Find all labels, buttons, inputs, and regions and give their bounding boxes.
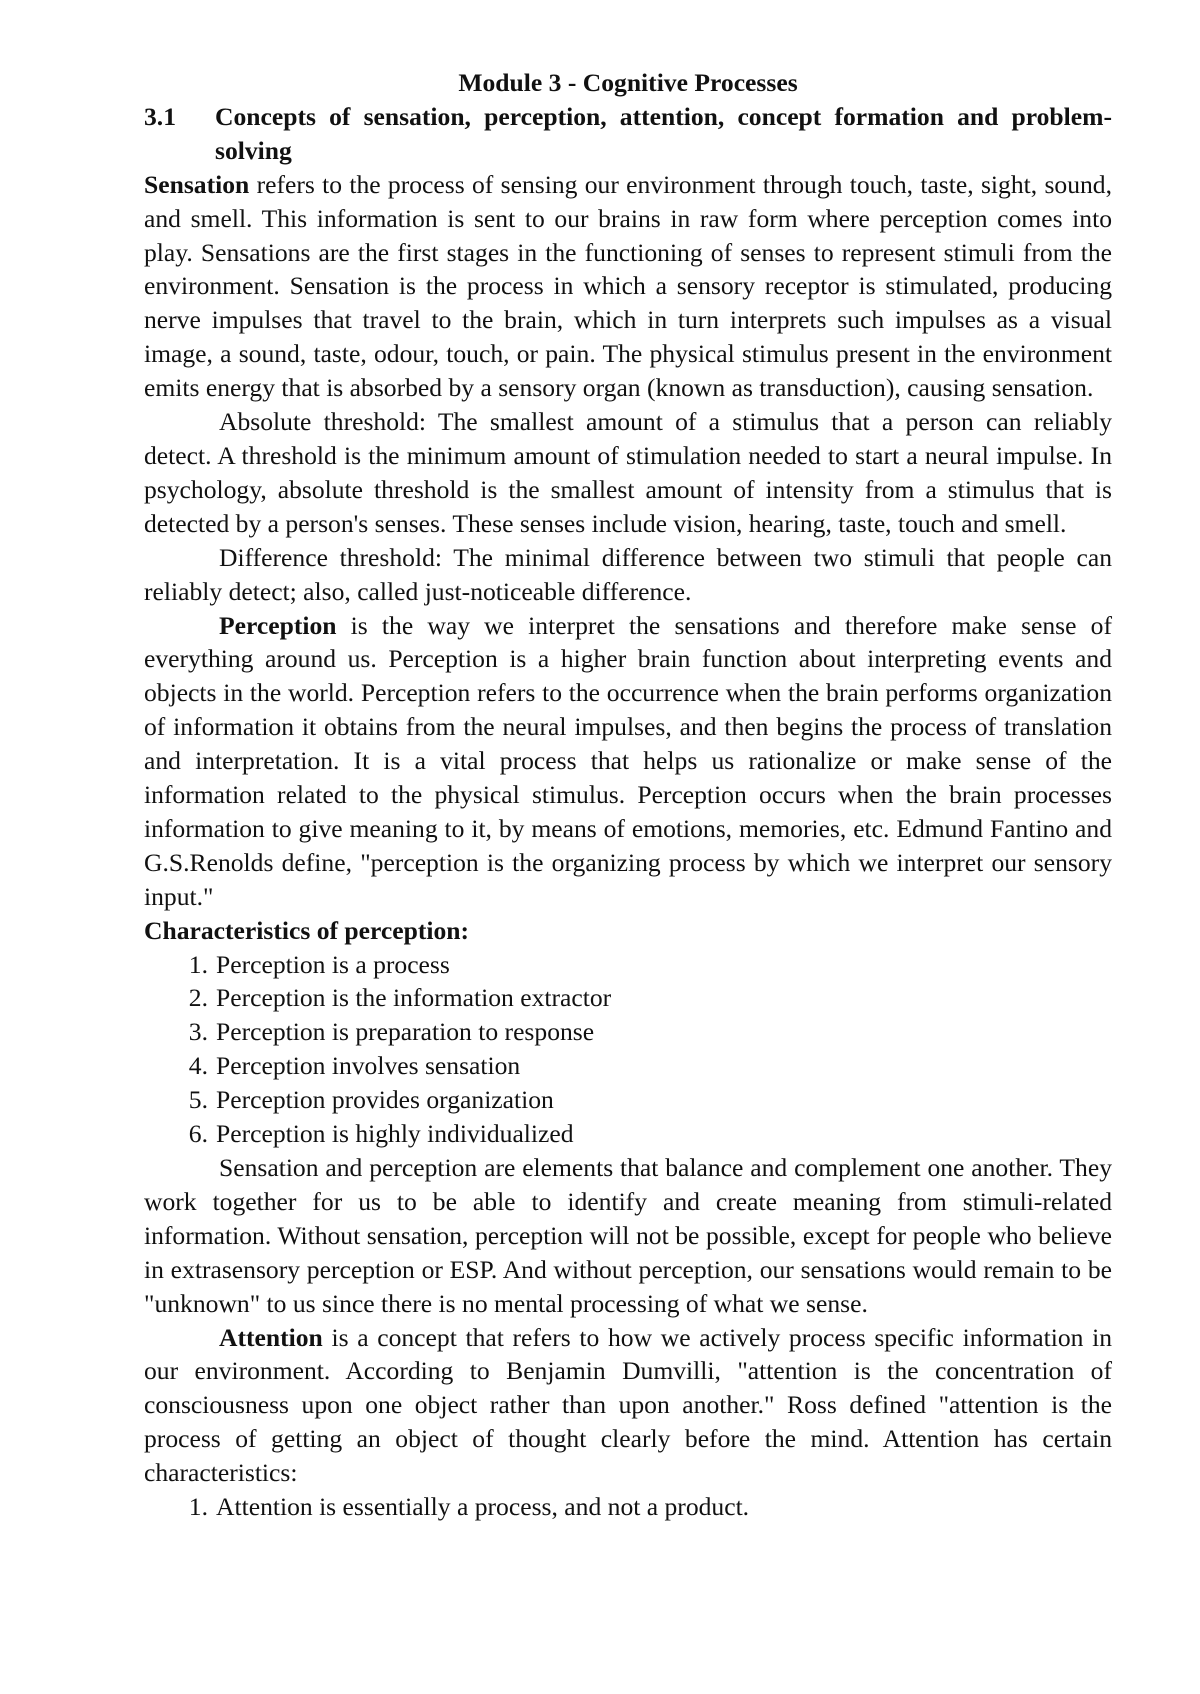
characteristics-list (144, 948, 1112, 1151)
attention-term: Attention (219, 1322, 323, 1352)
list-item (144, 1049, 1112, 1083)
module-title: Module 3 - Cognitive Processes (458, 68, 798, 97)
list-item-text: Perception involves sensation (216, 1051, 521, 1081)
list-item (144, 1015, 1112, 1049)
list-item-number: 4. (188, 1051, 208, 1081)
absolute-threshold-paragraph: Absolute threshold: The smallest amount of a stimulus that a person can reliably detect. A threshold is the minimum amount of stimulation needed to start a neural impulse. In psychology, absolute threshold is the smallest amount of intensity from a stimulus that is detected by a person's senses. These senses include vision, hearing, taste, touch and smell. (144, 407, 1112, 538)
sensation-term: Sensation (144, 169, 250, 199)
sensation-paragraph (144, 168, 1112, 405)
list-item-number: 3. (188, 1017, 208, 1047)
document-page (144, 66, 1112, 1524)
perception-paragraph (144, 609, 1112, 914)
section-title: Concepts of sensation, perception, attention, concept formation and problem-solving (215, 101, 1112, 165)
attention-characteristics-list (144, 1490, 1112, 1524)
perception-text: is the way we interpret the sensations and therefore make sense of everything around us. Perception is a higher brain function about interpreting events and objects in the world. Perception refers to the occurrence when the brain performs organization of information it obtains from the neural impulses, and then begins the process of translation and interpretation. It is a vital process that helps us rationalize or make sense of the information related to the physical stimulus. Perception occurs when the brain processes information to give meaning to it, by means of emotions, memories, etc. Edmund Fantino and G.S.Renolds define, "perception is the organizing process by which we interpret our sensory input." (144, 610, 1112, 911)
list-item-text: Attention is essentially a process, and not a product. (216, 1492, 750, 1522)
list-item-number: 1. (188, 949, 208, 979)
list-item-text: Perception is preparation to response (216, 1017, 595, 1047)
difference-threshold-paragraph: Difference threshold: The minimal difference between two stimuli that people can reliably detect; also, called just-noticeable difference. (144, 542, 1112, 606)
list-item-number: 6. (188, 1119, 208, 1149)
section-heading (144, 100, 1112, 168)
perception-term: Perception (219, 610, 337, 640)
section-number: 3.1 (144, 101, 176, 131)
list-item-text: Perception is highly individualized (216, 1119, 574, 1149)
list-item (144, 948, 1112, 982)
list-item (144, 1117, 1112, 1151)
list-item-number: 1. (188, 1492, 208, 1522)
sensation-text: refers to the process of sensing our environment through touch, taste, sight, sound, and smell. This information is sent to our brains in raw form where perception comes into play. Sensations are the first stages in the functioning of senses to represent stimuli from the environment. Sensation is the process in which a sensory receptor is stimulated, producing nerve impulses that travel to the brain, which in turn interprets such impulses as a visual image, a sound, taste, odour, touch, or pain. The physical stimulus present in the environment emits energy that is absorbed by a sensory organ (known as transduction), causing sensation. (144, 169, 1112, 403)
attention-text: is a concept that refers to how we actively process specific information in our environment. According to Benjamin Dumvilli, "attention is the concentration of consciousness upon one object rather than upon another." Ross defined "attention is the process of getting an object of thought clearly before the mind. Attention has certain characteristics: (144, 1322, 1112, 1488)
sensation-and-perception-paragraph: Sensation and perception are elements that balance and complement one another. They work together for us to be able to identify and create meaning from stimuli-related information. Without sensation, perception will not be possible, except for people who believe in extrasensory perception or ESP. And without perception, our sensations would remain to be "unknown" to us since there is no mental processing of what we sense. (144, 1153, 1112, 1318)
list-item (144, 1490, 1112, 1524)
list-item-text: Perception provides organization (216, 1085, 554, 1115)
list-item (144, 1083, 1112, 1117)
list-item-number: 2. (188, 983, 208, 1013)
attention-paragraph (144, 1321, 1112, 1491)
list-item (144, 981, 1112, 1015)
list-item-text: Perception is the information extractor (216, 983, 612, 1013)
list-item-number: 5. (188, 1085, 208, 1115)
list-item-text: Perception is a process (216, 949, 450, 979)
characteristics-heading: Characteristics of perception: (144, 915, 470, 945)
